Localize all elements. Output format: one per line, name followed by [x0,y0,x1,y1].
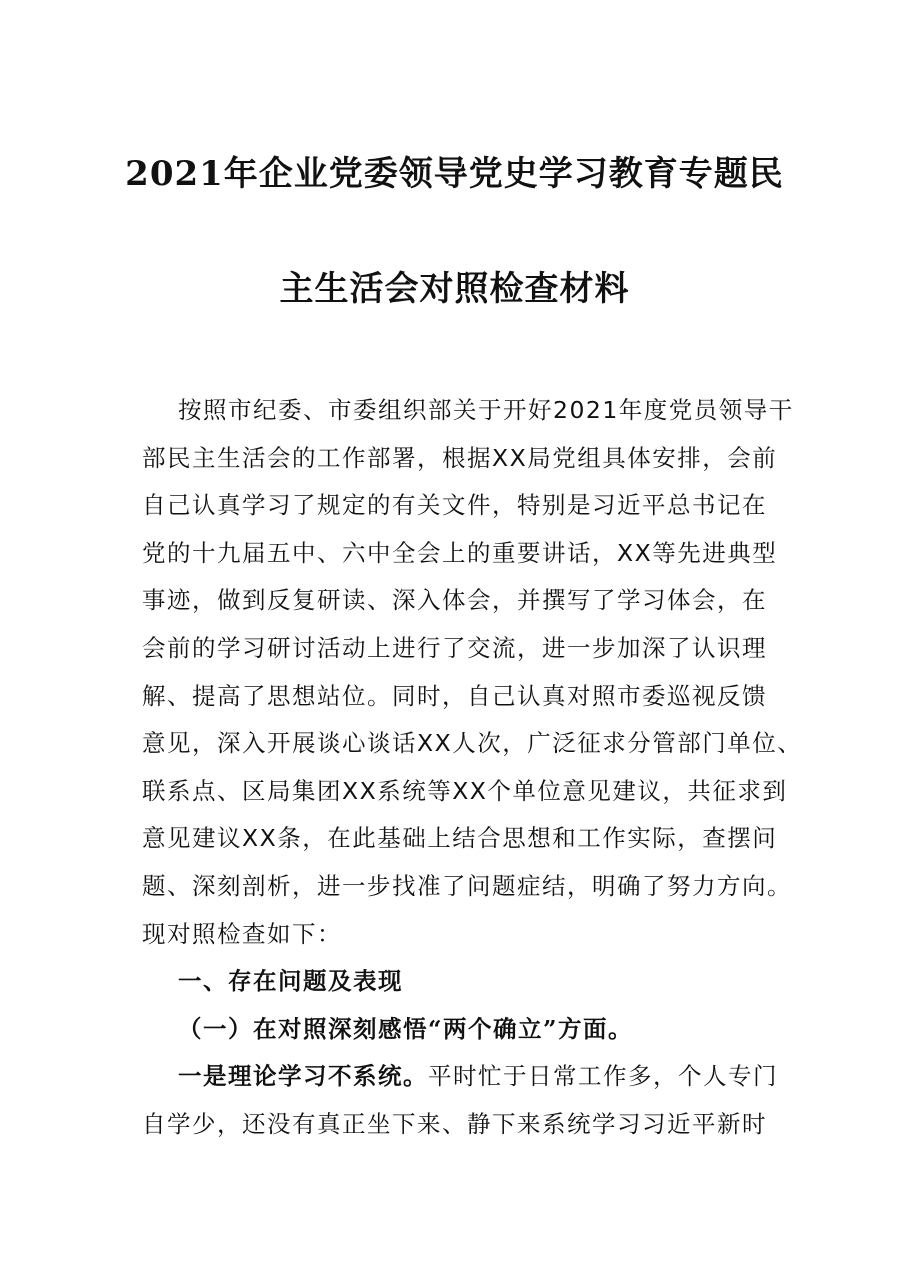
paragraph-line: 意见建议XX条，在此基础上结合思想和工作实际，查摆问 [142,824,778,853]
section-heading: 一、存在问题及表现 [178,967,403,996]
document-body [142,390,803,1152]
paragraph-line: 部民主生活会的工作部署，根据XX局党组具体安排，会前 [142,443,778,472]
paragraph-line: 解、提高了思想站位。同时，自己认真对照市委巡视反馈 [142,681,767,710]
paragraph-line: 党的十九届五中、六中全会上的重要讲话，XX等先进典型 [142,538,778,567]
paragraph-line: 联系点、区局集团XX系统等XX个单位意见建议，共征求到 [142,776,788,805]
point-text: 平时忙于日常工作多，个人专门 [428,1062,778,1091]
paragraph-line: 意见，深入开展谈心谈话XX人次，广泛征求分管部门单位、 [142,729,803,758]
paragraph-line: 事迹，做到反复研读、深入体会，并撰写了学习体会，在 [142,586,767,615]
subsection-heading: （一）在对照深刻感悟“两个确立”方面。 [178,1014,634,1043]
paragraph-line: 题、深刻剖析，进一步找准了问题症结，明确了努力方向。 [142,871,792,900]
document-title-line-2: 主生活会对照检查材料 [279,269,630,309]
point-line [142,1056,782,1104]
point-lead: 一是理论学习不系统。 [178,1062,428,1091]
paragraph-line: 按照市纪委、市委组织部关于开好2021年度党员领导干 [178,396,794,424]
paragraph-line: 自己认真学习了规定的有关文件，特别是习近平总书记在 [142,491,767,520]
paragraph-line: 现对照检查如下： [142,919,342,948]
paragraph-line: 会前的学习研讨活动上进行了交流，进一步加深了认识理 [142,633,767,662]
point-line-continued: 自学少，还没有真正坐下来、静下来系统学习习近平新时 [142,1109,767,1138]
document-title-line-1: 2021年企业党委领导党史学习教育专题民 [125,154,784,194]
